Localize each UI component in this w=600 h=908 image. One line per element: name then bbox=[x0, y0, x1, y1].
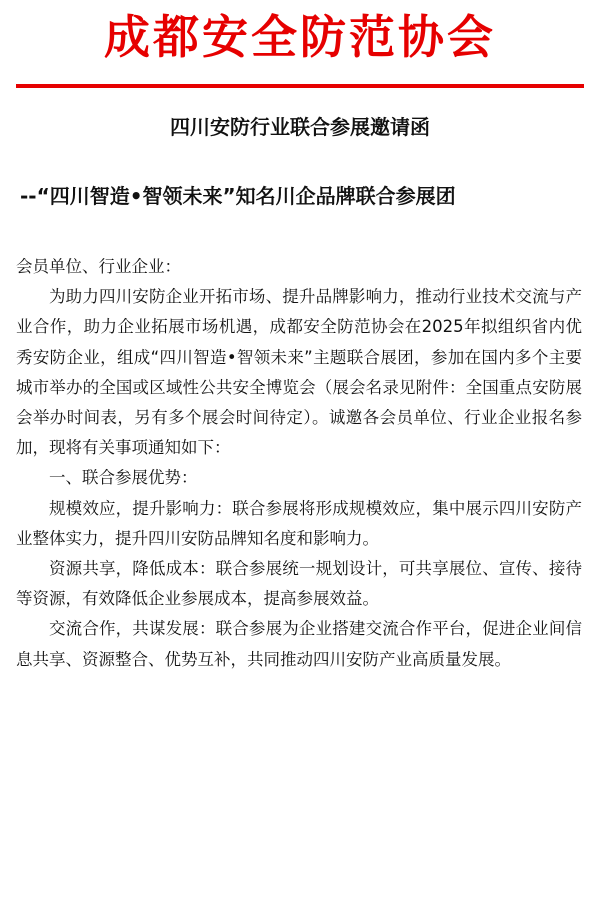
salutation: 会员单位、行业企业： bbox=[16, 257, 181, 276]
section-heading-advantages: 一、联合参展优势： bbox=[49, 468, 198, 488]
advantage-point-resources: 资源共享，降低成本：联合参展统一规划设计，可共享展位、宣传、接待等资源，有效降低企业参展成本，提高参展效益。 bbox=[16, 559, 582, 609]
header-divider bbox=[16, 84, 584, 88]
advantage-point-scale: 规模效应，提升影响力：联合参展将形成规模效应，集中展示四川安防产业整体实力，提升四川安防品牌知名度和影响力。 bbox=[16, 498, 582, 548]
document-subtitle: --“四川智造•智领未来”知名川企品牌联合参展团 bbox=[20, 184, 456, 208]
organization-name-header: 成都安全防范协会 bbox=[104, 10, 496, 64]
document-title: 四川安防行业联合参展邀请函 bbox=[170, 115, 430, 139]
advantage-point-cooperation: 交流合作，共谋发展：联合参展为企业搭建交流合作平台，促进企业间信息共享、资源整合、优势互补，共同推动四川安防产业高质量发展。 bbox=[16, 619, 582, 669]
intro-paragraph: 为助力四川安防企业开拓市场、提升品牌影响力，推动行业技术交流与产业合作，助力企业拓展市场机遇，成都安全防范协会在2025年拟组织省内优秀安防企业，组成“四川智造•智领未来”主题联合展团，参加在国内多个主要城市举办的全国或区域性公共安全博览会（展会名录见附件：全国重点安防展会举办时间表，另有多个展会时间待定）。诚邀各会员单位、行业企业报名参加，现将有关事项通知如下： bbox=[16, 287, 582, 458]
document-body bbox=[16, 252, 582, 675]
